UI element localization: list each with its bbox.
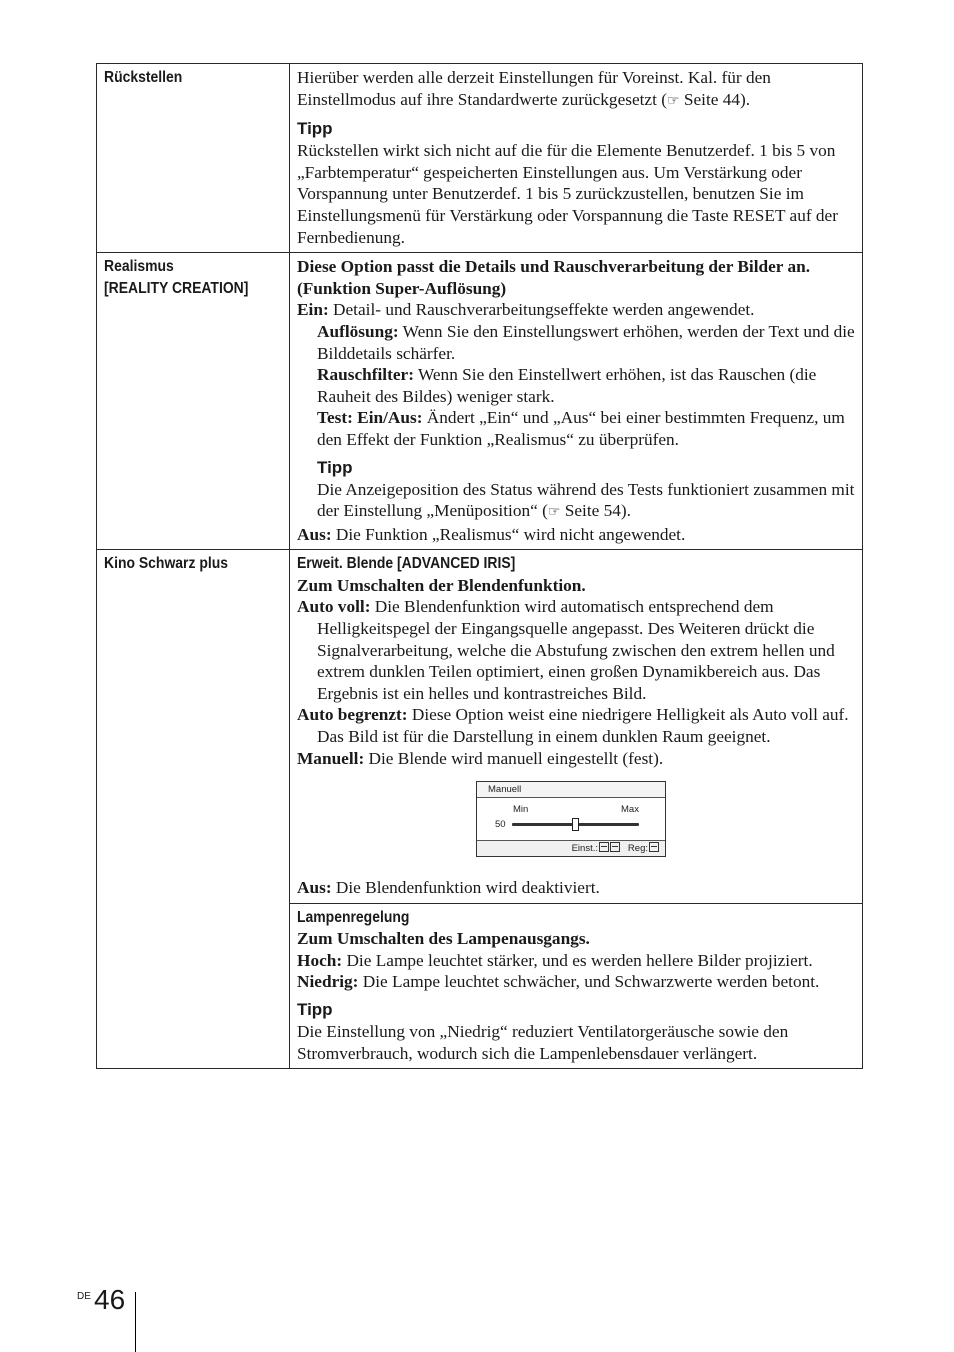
tip-text: Die Einstellung von „Niedrig“ reduziert Ventilatorgeräusche sowie den Stromverbrauch, wodurch sich die Lampenlebensdauer verlängert. (297, 1022, 789, 1063)
row-label: Rückstellen (104, 69, 183, 86)
page-number: 46 (94, 1284, 126, 1315)
menu-screenshot (476, 781, 666, 857)
table-row (97, 550, 863, 903)
slider-knob (572, 818, 579, 831)
row-label-cell (97, 550, 290, 1069)
sub-heading: Lampenregelung (297, 908, 410, 926)
option-aus: Aus: Die Funktion „Realismus“ wird nicht angewendet. (297, 524, 686, 544)
tip-heading: Tipp (297, 119, 333, 139)
option-intro: Zum Umschalten der Blendenfunktion. (297, 575, 586, 595)
tip-heading: Tipp (317, 457, 353, 477)
row-label-cell (97, 64, 290, 253)
row-description-cell (290, 550, 863, 903)
slider-max-label: Max (621, 804, 639, 816)
option-manuell: Manuell: Die Blende wird manuell eingestellt (fest). (297, 748, 664, 768)
row-label-line1: Realismus (104, 258, 174, 276)
option-aufloesung: Auflösung: Wenn Sie den Einstellungswert erhöhen, werden der Text und die Bilddetails schärfer. (317, 321, 855, 363)
option-test: Test: Ein/Aus: Ändert „Ein“ und „Aus“ bei einer bestimmten Frequenz, um den Effekt der Funktion „Realismus“ zu überprüfen. (317, 408, 845, 449)
tip-text: Rückstellen wirkt sich nicht auf die für die Elemente Benutzerdef. 1 bis 5 von „Farbtemperatur“ gespeicherten Einstellungen aus. Um Verstärkung oder Vorspannung unter Benutzerdef. 1 bis 5 zurückzustellen, benutzen Sie im Einstellungsmenü für Verstärkung oder Vorspannung die Taste RESET auf der Fernbedienung. (297, 141, 838, 247)
row-description-cell (290, 253, 863, 550)
menu-key-icon (649, 842, 659, 852)
slider-min-label: Min (513, 804, 529, 816)
footer-rule (135, 1292, 136, 1352)
description-text: Hierüber werden alle derzeit Einstellungen für Voreinst. Kal. für den Einstellmodus auf ihre Standardwerte zurückgesetzt (☞ Seite 44). (297, 68, 771, 109)
menu-footer (477, 840, 665, 856)
settings-table (96, 63, 863, 1069)
row-description-cell (290, 64, 863, 253)
option-hoch: Hoch: Die Lampe leuchtet stärker, und es werden hellere Bilder projiziert. (297, 950, 813, 970)
footer-language: DE (77, 1291, 91, 1302)
option-niedrig: Niedrig: Die Lampe leuchtet schwächer, und Schwarzwerte werden betont. (297, 972, 820, 992)
menu-title: Manuell (477, 782, 665, 798)
row-label: Kino Schwarz plus (104, 555, 229, 573)
option-ein: Ein: Detail- und Rauschverarbeitungseffekte werden angewendet. (297, 300, 755, 320)
row-label-line2: [REALITY CREATION] (104, 279, 249, 297)
option-aus: Aus: Die Blendenfunktion wird deaktiviert. (297, 878, 600, 898)
sub-heading: Erweit. Blende [ADVANCED IRIS] (297, 555, 516, 573)
option-intro: Diese Option passt die Details und Rauschverarbeitung der Bilder an. (Funktion Super-Auflösung) (297, 257, 811, 298)
slider-value: 50 (495, 819, 506, 831)
pointing-hand-icon: ☞ (666, 92, 680, 109)
reg-label: Reg: (627, 843, 648, 855)
table-row (97, 64, 863, 253)
option-intro: Zum Umschalten des Lampenausgangs. (297, 929, 590, 949)
option-rauschfilter: Rauschfilter: Wenn Sie den Einstellwert erhöhen, ist das Rauschen (die Rauheit des Bildes) weniger stark. (317, 365, 817, 406)
pointing-hand-icon: ☞ (547, 504, 561, 521)
einst-label: Einst.: (571, 843, 598, 855)
option-auto-begrenzt: Auto begrenzt: Diese Option weist eine niedrigere Helligkeit als Auto voll auf. Das Bild ist für die Darstellung in einem dunklen Raum geeignet. (297, 705, 849, 746)
row-label-cell (97, 253, 290, 550)
option-auto-voll: Auto voll: Die Blendenfunktion wird automatisch entsprechend dem Helligkeitspegel der Eingangsquelle angepasst. Des Weiteren drückt die Signalverarbeitung, welche die Abstufung zwischen den extrem hellen und extrem dunklen Teilen optimiert, einen großen Dynamikbereich aus. Das Ergebnis ist ein helles und kontrastreiches Bild. (297, 597, 835, 703)
right-arrow-key-icon (610, 842, 620, 852)
table-row (97, 253, 863, 550)
row-description-cell (290, 903, 863, 1068)
tip-heading: Tipp (297, 1000, 333, 1019)
tip-text: Die Anzeigeposition des Status während des Tests funktioniert zusammen mit der Einstellung „Menüposition“ (☞ Seite 54). (317, 479, 855, 521)
left-arrow-key-icon (599, 842, 609, 852)
